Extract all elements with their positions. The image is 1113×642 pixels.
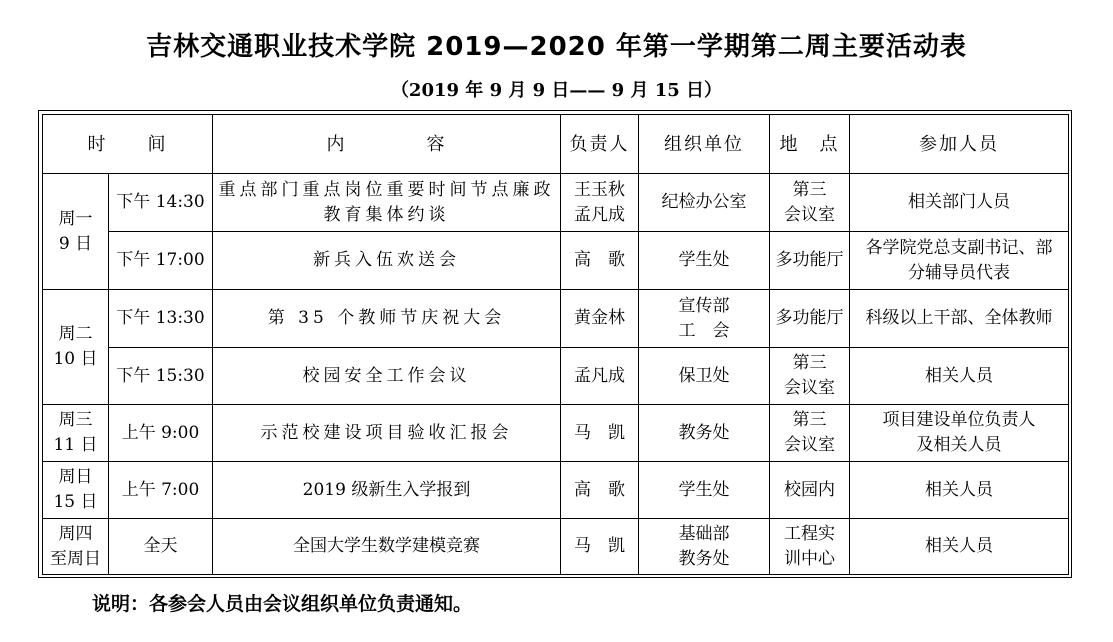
content-cell: 2019 级新生入学报到	[213, 462, 561, 519]
day-cell: 周二 10 日	[43, 290, 109, 405]
org-cell: 教务处	[639, 405, 770, 462]
content-cell: 新兵入伍欢送会	[213, 232, 561, 290]
content-cell: 第 35 个教师节庆祝大会	[213, 290, 561, 348]
table-row	[43, 519, 1069, 575]
participants-cell: 相关人员	[850, 519, 1069, 575]
content-cell: 全国大学生数学建模竞赛	[213, 519, 561, 575]
time-cell: 上午 7:00	[109, 462, 213, 519]
date-range: （2019 年 9 月 9 日—— 9 月 15 日）	[390, 80, 723, 101]
day-cell: 周一 9 日	[43, 174, 109, 290]
table-row	[43, 462, 1069, 519]
table-row	[43, 290, 1069, 348]
header-owner: 负责人	[561, 115, 639, 174]
place-cell: 工程实 训中心	[770, 519, 850, 575]
place-cell: 第三 会议室	[770, 405, 850, 462]
day-cell: 周四 至周日	[43, 519, 109, 575]
owner-cell: 马 凯	[561, 405, 639, 462]
place-cell: 校园内	[770, 462, 850, 519]
header-time: 时 间	[43, 115, 213, 174]
content-cell: 重点部门重点岗位重要时间节点廉政 教育集体约谈	[213, 174, 561, 232]
participants-cell: 项目建设单位负责人 及相关人员	[850, 405, 1069, 462]
header-content: 内 容	[213, 115, 561, 174]
owner-cell: 孟凡成	[561, 348, 639, 405]
table-row	[43, 405, 1069, 462]
header-participants: 参加人员	[850, 115, 1069, 174]
org-cell: 保卫处	[639, 348, 770, 405]
header-org: 组织单位	[639, 115, 770, 174]
org-cell: 学生处	[639, 232, 770, 290]
time-cell: 下午 17:00	[109, 232, 213, 290]
table-row	[43, 232, 1069, 290]
participants-cell: 相关部门人员	[850, 174, 1069, 232]
table-row	[43, 348, 1069, 405]
owner-cell: 高 歌	[561, 462, 639, 519]
time-cell: 全天	[109, 519, 213, 575]
table-row	[43, 174, 1069, 232]
footnote: 说明：各参会人员由会议组织单位负责通知。	[92, 593, 473, 615]
content-cell: 校园安全工作会议	[213, 348, 561, 405]
owner-cell: 高 歌	[561, 232, 639, 290]
day-cell: 周日 15 日	[43, 462, 109, 519]
content-cell: 示范校建设项目验收汇报会	[213, 405, 561, 462]
participants-cell: 科级以上干部、全体教师	[850, 290, 1069, 348]
org-cell: 学生处	[639, 462, 770, 519]
header-place: 地 点	[770, 115, 850, 174]
owner-cell: 王玉秋 孟凡成	[561, 174, 639, 232]
org-cell: 纪检办公室	[639, 174, 770, 232]
place-cell: 多功能厅	[770, 232, 850, 290]
place-cell: 第三 会议室	[770, 174, 850, 232]
activity-table	[42, 114, 1069, 575]
day-cell: 周三 11 日	[43, 405, 109, 462]
participants-cell: 各学院党总支副书记、部 分辅导员代表	[850, 232, 1069, 290]
owner-cell: 黄金林	[561, 290, 639, 348]
page-title: 吉林交通职业技术学院 2019—2020 年第一学期第二周主要活动表	[146, 32, 967, 62]
org-cell: 基础部 教务处	[639, 519, 770, 575]
place-cell: 第三 会议室	[770, 348, 850, 405]
owner-cell: 马 凯	[561, 519, 639, 575]
time-cell: 下午 14:30	[109, 174, 213, 232]
org-cell: 宣传部 工 会	[639, 290, 770, 348]
time-cell: 下午 15:30	[109, 348, 213, 405]
time-cell: 下午 13:30	[109, 290, 213, 348]
time-cell: 上午 9:00	[109, 405, 213, 462]
header-row	[43, 115, 1069, 174]
participants-cell: 相关人员	[850, 462, 1069, 519]
place-cell: 多功能厅	[770, 290, 850, 348]
participants-cell: 相关人员	[850, 348, 1069, 405]
